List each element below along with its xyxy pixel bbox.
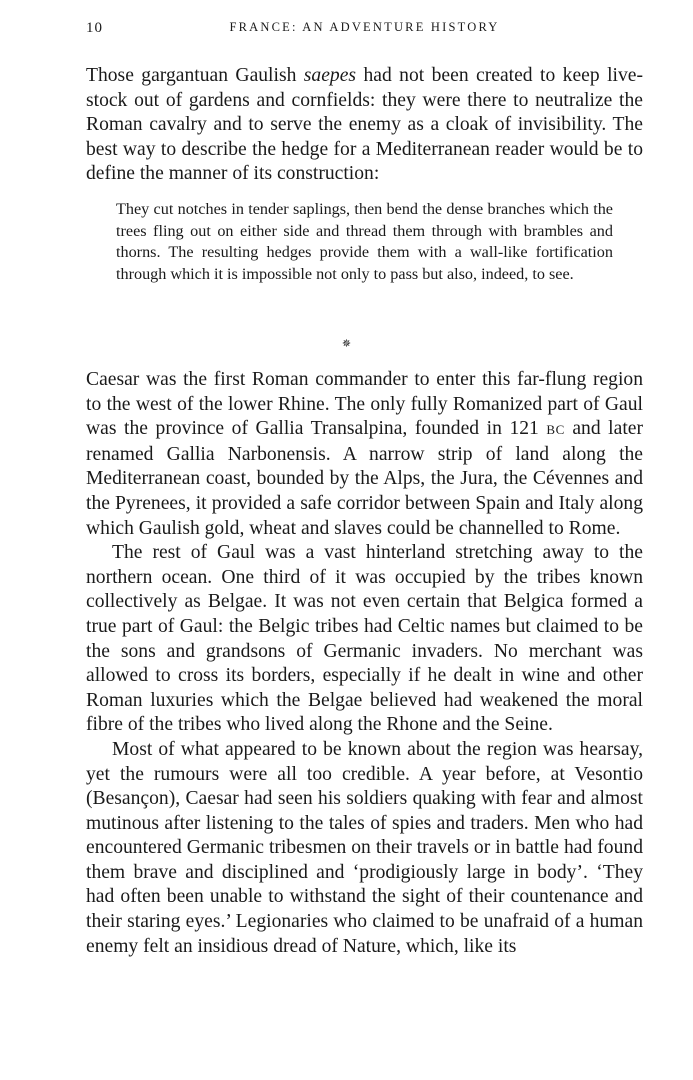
paragraph-saepes [86,64,643,187]
era-abbreviation: BC [546,422,565,438]
paragraph-1-rest: had not been created to keep livestock out of gardens and cornfields: they were there to neutralize the Roman cavalry and to serve the enemy as a cloak of invisibility. The best way to describe the hedge for a Mediterranean reader would be to define the manner of its construction: [86,65,643,185]
main-text [86,368,643,959]
running-title: FRANCE: AN ADVENTURE HISTORY [229,20,500,34]
block-quotation [116,199,613,285]
paragraph-belgae: The rest of Gaul was a vast hinterland stretching away to the northern ocean. One third of it was occupied by the tribes known collectively as Belgae. It was not even certain that Belgica formed a true part of Gaul: the Belgic tribes had Celtic names but claimed to be the sons and grandsons of Germanic invaders. No merchant was allowed to cross its borders, especially if he dealt in wine and other Roman luxuries which the Belgae believed had weakened the moral fibre of the tribes who lived along the Rhone and the Seine. [86,542,643,736]
italic-term-saepes: saepes [303,65,357,86]
paragraph-2-rest: and later renamed Gallia Narbonensis. A narrow strip of land along the Mediterranean coast, bounded by the Alps, the Jura, the Cévennes and the Pyrenees, it provided a safe corridor between Spain and Italy along which Gaulish gold, wheat and slaves could be channelled to Rome. [86,418,643,539]
page-number: 10 [86,20,103,36]
paragraph-2-start: Caesar was the first Roman commander to enter this far-flung region to the west of the lower Rhine. The only fully Romanized part of Gaul was the province of Gallia Transalpina, founded in 121 [86,369,643,440]
running-head [86,18,643,40]
section-break-ornament: ✵ [341,337,352,350]
quotation-text: They cut notches in tender saplings, then bend the dense branches which the trees fling out on either side and thread them through with brambles and thorns. The resulting hedges provide them with a wall-like fortification through which it is impossible not only to pass but also, indeed, to see. [116,200,613,283]
paragraph-caesar [86,368,643,541]
paragraph-hearsay: Most of what appeared to be known about the region was hearsay, yet the rumours were all too credible. A year before, at Vesontio (Besançon), Caesar had seen his soldiers quaking with fear and almost mutinous after listening to the tales of spies and traders. Men who had encountered Germanic tribesmen on their travels or in battle had found them brave and disciplined and ‘prodigiously large in body’. ‘They had often been unable to withstand the sight of their countenance and their staring eyes.’ Legionaries who claimed to be unafraid of a human enemy felt an insidious dread of Nature, which, like its [86,738,643,957]
paragraph-1-start: Those gargantuan Gaulish [86,65,304,86]
